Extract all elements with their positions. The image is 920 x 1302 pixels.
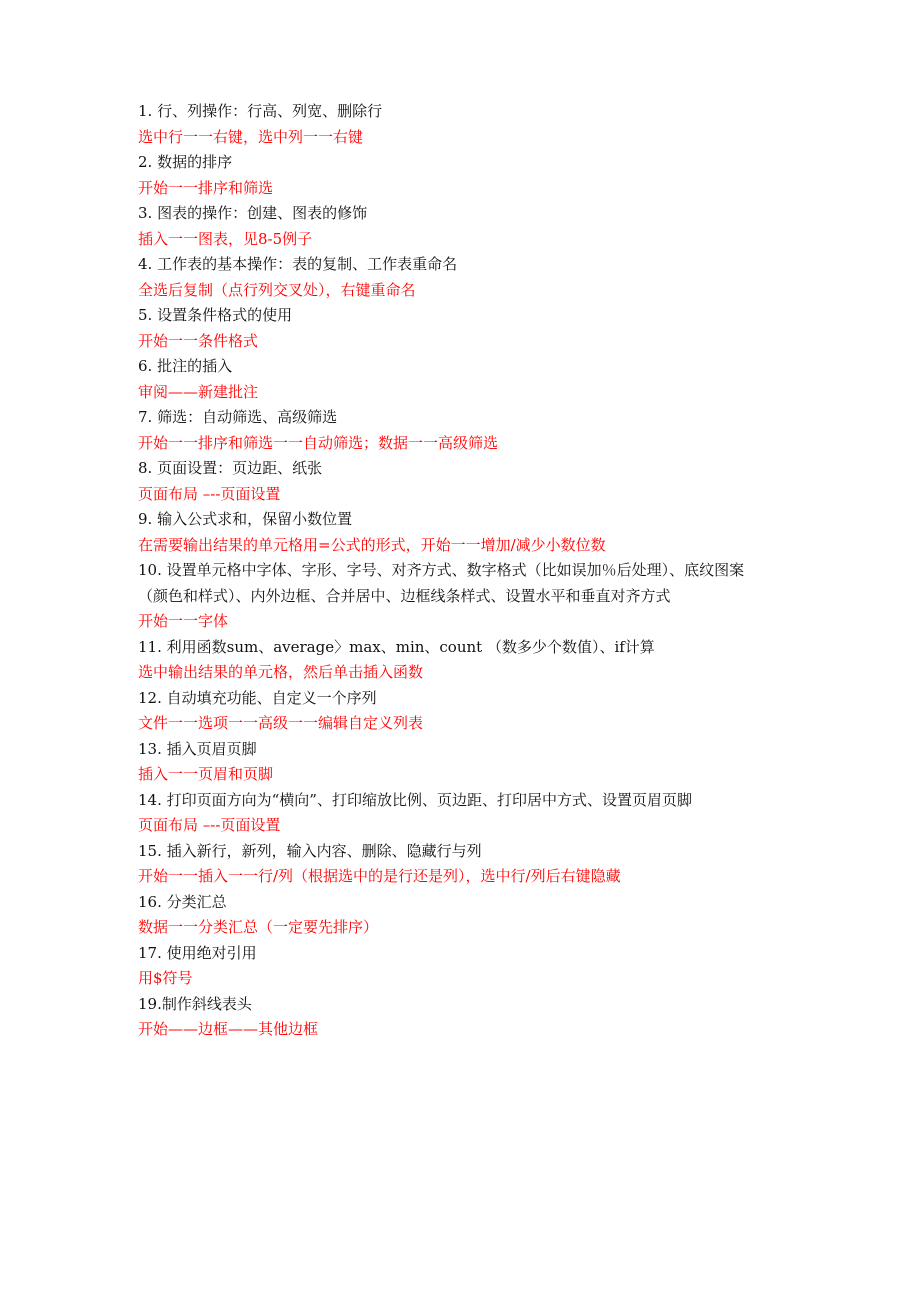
item-17-answer: 用$符号 bbox=[138, 969, 193, 987]
item-10-question: 10. 设置单元格中字体、字形、字号、对齐方式、数字格式（比如误加％后处理）、底纹图案 bbox=[138, 561, 745, 579]
item-2-answer: 开始一一排序和筛选 bbox=[138, 178, 274, 197]
item-5-question: 5. 设置条件格式的使用 bbox=[138, 306, 293, 324]
item-1-answer: 选中行一一右键，选中列一一右键 bbox=[138, 127, 364, 146]
item-7-answer: 开始一一排序和筛选一一自动筛选；数据一一高级筛选 bbox=[138, 433, 499, 452]
item-3-answer: 插入一一图表，见8-5例子 bbox=[138, 229, 313, 248]
document-body bbox=[138, 99, 798, 1043]
item-11-question: 11. 利用函数sum、average〉max、min、count （数多少个数值）、if计算 bbox=[138, 637, 655, 656]
item-6-answer: 审阅——新建批注 bbox=[138, 382, 259, 401]
item-14-answer: 页面布局 –--页面设置 bbox=[138, 816, 281, 834]
item-10-answer: 开始一一字体 bbox=[138, 612, 229, 630]
item-15-question: 15. 插入新行，新列，输入内容、删除、隐藏行与列 bbox=[138, 841, 482, 860]
item-4-answer: 全选后复制（点行列交叉处），右键重命名 bbox=[138, 280, 416, 299]
item-5-answer: 开始一一条件格式 bbox=[138, 331, 259, 350]
item-9-answer: 在需要输出结果的单元格用=公式的形式，开始一一增加/减少小数位数 bbox=[138, 535, 606, 554]
item-6-question: 6. 批注的插入 bbox=[138, 357, 233, 375]
item-2-question: 2. 数据的排序 bbox=[138, 153, 233, 171]
item-14-question: 14. 打印页面方向为“横向”、打印缩放比例、页边距、打印居中方式、设置页眉页脚 bbox=[138, 790, 692, 809]
item-16-answer: 数据一一分类汇总（一定要先排序） bbox=[138, 918, 379, 936]
item-15-answer: 开始一一插入一一行/列（根据选中的是行还是列），选中行/列后右键隐藏 bbox=[138, 867, 621, 885]
item-9-question: 9. 输入公式求和，保留小数位置 bbox=[138, 510, 353, 528]
item-13-answer: 插入一一页眉和页脚 bbox=[138, 765, 274, 783]
item-8-question: 8. 页面设置：页边距、纸张 bbox=[138, 459, 323, 477]
item-16-question: 16. 分类汇总 bbox=[138, 892, 227, 911]
item-11-answer: 选中输出结果的单元格，然后单击插入函数 bbox=[138, 663, 424, 681]
item-10-question-continued: （颜色和样式）、内外边框、合并居中、边框线条样式、设置水平和垂直对齐方式 bbox=[138, 586, 671, 605]
item-13-question: 13. 插入页眉页脚 bbox=[138, 739, 257, 758]
item-8-answer: 页面布局 –--页面设置 bbox=[138, 484, 281, 503]
item-12-answer: 文件一一选项一一高级一一编辑自定义列表 bbox=[138, 714, 424, 732]
item-17-question: 17. 使用绝对引用 bbox=[138, 943, 257, 962]
item-4-question: 4. 工作表的基本操作：表的复制、工作表重命名 bbox=[138, 255, 458, 273]
item-19-answer: 开始——边框——其他边框 bbox=[138, 1020, 319, 1038]
item-3-question: 3. 图表的操作：创建、图表的修饰 bbox=[138, 204, 368, 222]
item-1-question: 1. 行、列操作：行高、列宽、删除行 bbox=[138, 102, 383, 120]
item-12-question: 12. 自动填充功能、自定义一个序列 bbox=[138, 688, 377, 707]
item-19-question: 19.制作斜线表头 bbox=[138, 994, 252, 1013]
item-7-question: 7. 筛选：自动筛选、高级筛选 bbox=[138, 408, 338, 426]
